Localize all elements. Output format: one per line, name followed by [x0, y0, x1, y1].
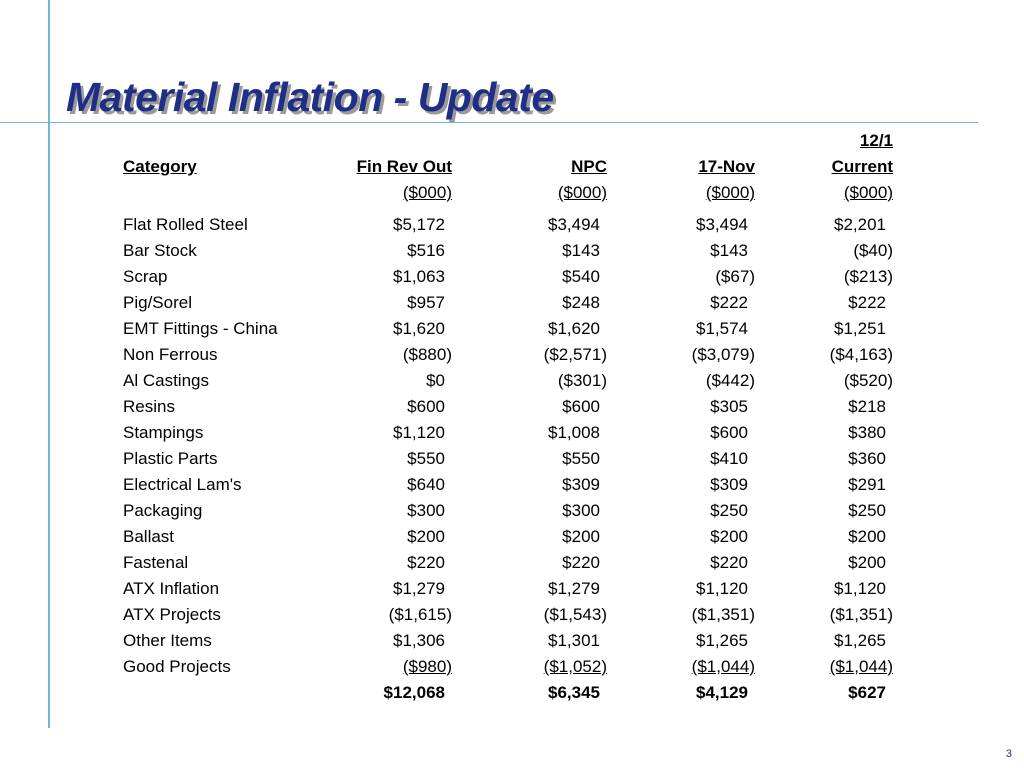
table-cell: $309: [562, 475, 600, 494]
table-cell: $1,620: [393, 319, 445, 338]
table-cell: $200: [407, 527, 445, 546]
table-cell: $600: [407, 397, 445, 416]
table-cell: ($4,163): [829, 345, 893, 364]
table-cell: ($67): [715, 267, 755, 286]
table-cell: $222: [848, 293, 886, 312]
table-cell: $1,301: [548, 631, 600, 650]
row-category: Bar Stock: [123, 241, 197, 260]
total-cell: $12,068: [383, 683, 445, 702]
header-npc: NPC: [571, 157, 607, 176]
row-category: EMT Fittings - China: [123, 319, 278, 338]
table-cell: $957: [407, 293, 445, 312]
table-cell: $222: [710, 293, 748, 312]
table-row: [118, 394, 898, 420]
table-cell: $300: [407, 501, 445, 520]
table-cell: ($1,044): [691, 657, 755, 676]
unit-row: [118, 180, 898, 206]
header-17-nov: 17-Nov: [698, 157, 755, 176]
row-category: Fastenal: [123, 553, 189, 572]
table-cell: $1,251: [834, 319, 886, 338]
table-cell: $220: [407, 553, 445, 572]
table-cell: $1,265: [834, 631, 886, 650]
table-cell: $3,494: [548, 215, 600, 234]
table-cell: ($301): [557, 371, 607, 390]
table-row: [118, 316, 898, 342]
table-cell: $516: [407, 241, 445, 260]
row-category: Other Items: [123, 631, 212, 650]
table-cell: $305: [710, 397, 748, 416]
table-cell: ($40): [853, 241, 893, 260]
inflation-table: [118, 128, 898, 706]
row-category: Resins: [123, 397, 175, 416]
table-cell: ($1,052): [543, 657, 607, 676]
table-cell: ($1,543): [543, 605, 607, 624]
table-cell: $300: [562, 501, 600, 520]
header-row: [118, 154, 898, 180]
table-cell: $1,620: [548, 319, 600, 338]
table-cell: $1,306: [393, 631, 445, 650]
table-row: [118, 602, 898, 628]
table-cell: $291: [848, 475, 886, 494]
total-cell: $6,345: [548, 683, 600, 702]
unit-label: ($000): [402, 183, 452, 202]
unit-label: ($000): [843, 183, 893, 202]
total-row: [118, 680, 898, 706]
row-category: Ballast: [123, 527, 175, 546]
row-category: Non Ferrous: [123, 345, 218, 364]
table-cell: $200: [562, 527, 600, 546]
table-cell: $1,279: [393, 579, 445, 598]
row-category: Good Projects: [123, 657, 231, 676]
table-cell: $1,120: [834, 579, 886, 598]
table-cell: $550: [407, 449, 445, 468]
table-cell: $218: [848, 397, 886, 416]
table-cell: ($520): [843, 371, 893, 390]
table-cell: $200: [710, 527, 748, 546]
table-cell: $1,008: [548, 423, 600, 442]
table-cell: ($1,351): [829, 605, 893, 624]
row-category: Flat Rolled Steel: [123, 215, 248, 234]
row-category: Electrical Lam's: [123, 475, 242, 494]
page-number: 3: [1005, 748, 1012, 760]
table-cell: $1,120: [393, 423, 445, 442]
table-cell: ($880): [402, 345, 452, 364]
table-cell: $200: [848, 553, 886, 572]
slide-title: Material Inflation - Update: [66, 74, 554, 120]
table-row: [118, 264, 898, 290]
table-cell: $360: [848, 449, 886, 468]
unit-label: ($000): [557, 183, 607, 202]
header-current: Current: [831, 157, 893, 176]
row-category: Pig/Sorel: [123, 293, 192, 312]
table-cell: $250: [848, 501, 886, 520]
total-cell: $627: [848, 683, 886, 702]
table-cell: $1,279: [548, 579, 600, 598]
row-category: ATX Projects: [123, 605, 221, 624]
table-cell: ($980): [402, 657, 452, 676]
header-12-1: 12/1: [859, 131, 893, 150]
table-row: [118, 576, 898, 602]
table-cell: ($2,571): [543, 345, 607, 364]
row-category: ATX Inflation: [123, 579, 220, 598]
table-row: [118, 550, 898, 576]
table-cell: $220: [562, 553, 600, 572]
table-cell: $380: [848, 423, 886, 442]
vertical-accent-line: [48, 0, 50, 728]
table-cell: $1,265: [696, 631, 748, 650]
unit-label: ($000): [705, 183, 755, 202]
table-cell: $143: [562, 241, 600, 260]
table-row: [118, 498, 898, 524]
table-cell: $1,574: [696, 319, 748, 338]
horizontal-accent-line: [0, 122, 978, 123]
table-cell: $550: [562, 449, 600, 468]
table-cell: ($442): [705, 371, 755, 390]
table-cell: $250: [710, 501, 748, 520]
table-cell: $600: [562, 397, 600, 416]
table-row: [118, 238, 898, 264]
table-cell: ($1,615): [388, 605, 452, 624]
table-row: [118, 290, 898, 316]
row-category: Scrap: [123, 267, 168, 286]
table-row: [118, 628, 898, 654]
table-cell: $143: [710, 241, 748, 260]
table-cell: $248: [562, 293, 600, 312]
table-cell: $309: [710, 475, 748, 494]
table-row: [118, 524, 898, 550]
table-cell: $640: [407, 475, 445, 494]
table-cell: ($1,351): [691, 605, 755, 624]
table-cell: $540: [562, 267, 600, 286]
header-fin-rev-out: Fin Rev Out: [356, 157, 452, 176]
header-category: Category: [123, 157, 197, 176]
table-row: [118, 446, 898, 472]
table-row: [118, 212, 898, 238]
table-cell: $2,201: [834, 215, 886, 234]
table-row: [118, 472, 898, 498]
table-cell: $200: [848, 527, 886, 546]
total-cell: $4,129: [696, 683, 748, 702]
table-cell: $220: [710, 553, 748, 572]
table-cell: $3,494: [696, 215, 748, 234]
table-cell: ($3,079): [691, 345, 755, 364]
table-row: [118, 368, 898, 394]
row-category: Packaging: [123, 501, 203, 520]
table-cell: $0: [426, 371, 445, 390]
header-row-top: [118, 128, 898, 154]
table-row: [118, 342, 898, 368]
table-cell: ($1,044): [829, 657, 893, 676]
table-cell: $5,172: [393, 215, 445, 234]
table-cell: ($213): [843, 267, 893, 286]
table-row: [118, 420, 898, 446]
table-cell: $410: [710, 449, 748, 468]
table-cell: $1,120: [696, 579, 748, 598]
table-cell: $600: [710, 423, 748, 442]
table-row: [118, 654, 898, 680]
table-cell: $1,063: [393, 267, 445, 286]
row-category: Al Castings: [123, 371, 209, 390]
row-category: Stampings: [123, 423, 204, 442]
row-category: Plastic Parts: [123, 449, 218, 468]
